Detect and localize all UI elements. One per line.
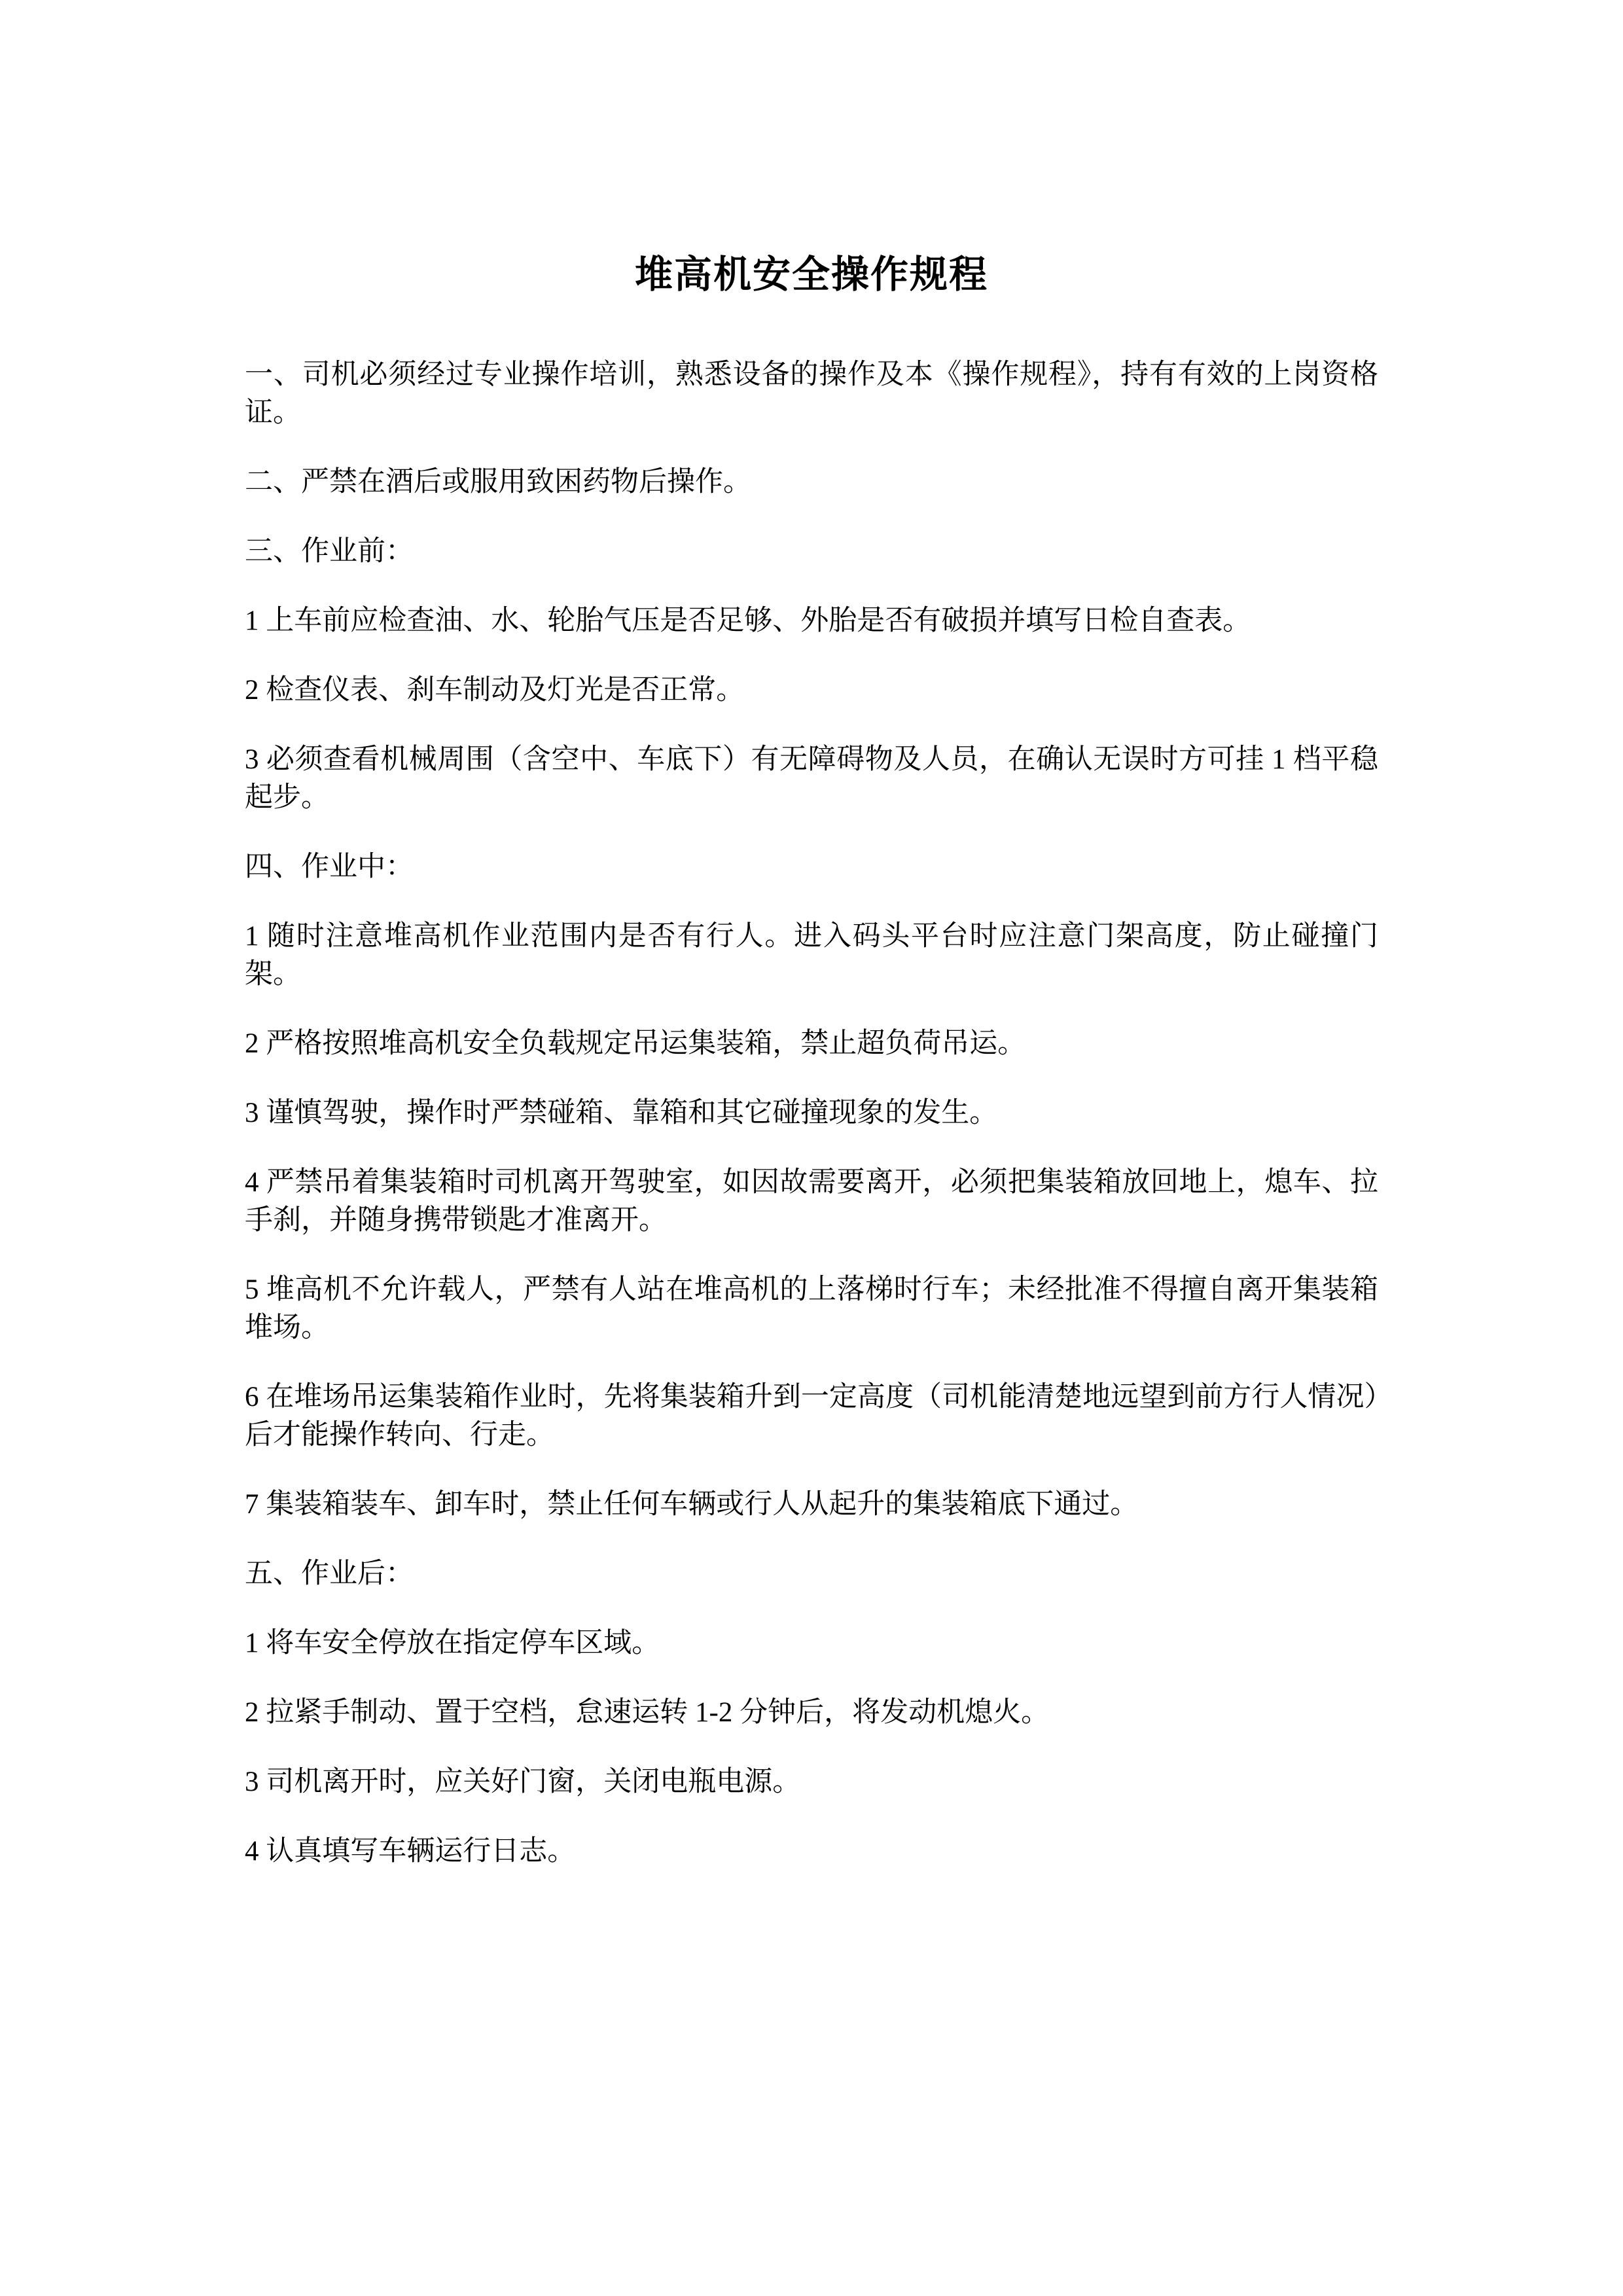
paragraph-after-work-1: 1 将车安全停放在指定停车区域。 bbox=[245, 1628, 660, 1659]
paragraph-during-work-1: 1 随时注意堆高机作业范围内是否有行人。进入码头平台时应注意门架高度，防止碰撞门架。 bbox=[245, 921, 1378, 990]
paragraph-before-work-1: 1 上车前应检查油、水、轮胎气压是否足够、外胎是否有破损并填写日检自查表。 bbox=[245, 605, 1251, 636]
paragraph-during-work-6: 6 在堆场吊运集装箱作业时，先将集装箱升到一定高度（司机能清楚地远望到前方行人情况）后才能操作转向、行走。 bbox=[245, 1382, 1378, 1450]
section-heading-before-work: 三、作业前： bbox=[245, 536, 414, 567]
section-heading-after-work: 五、作业后： bbox=[245, 1558, 414, 1589]
page-title: 堆高机安全操作规程 bbox=[634, 253, 988, 296]
document-body bbox=[245, 356, 1378, 1871]
paragraph-after-work-4: 4 认真填写车辆运行日志。 bbox=[245, 1836, 576, 1867]
paragraph-before-work-2: 2 检查仪表、刹车制动及灯光是否正常。 bbox=[245, 675, 745, 706]
paragraph-rule-2: 二、严禁在酒后或服用致困药物后操作。 bbox=[245, 467, 751, 497]
paragraph-before-work-3: 3 必须查看机械周围（含空中、车底下）有无障碍物及人员，在确认无误时方可挂 1 档平稳起步。 bbox=[245, 744, 1378, 813]
paragraph-during-work-5: 5 堆高机不允许载人，严禁有人站在堆高机的上落梯时行车；未经批准不得擅自离开集装箱堆场。 bbox=[245, 1274, 1378, 1343]
paragraph-after-work-3: 3 司机离开时，应关好门窗，关闭电瓶电源。 bbox=[245, 1767, 801, 1797]
paragraph-after-work-2: 2 拉紧手制动、置于空档，怠速运转 1-2 分钟后，将发动机熄火。 bbox=[245, 1697, 1050, 1728]
paragraph-during-work-7: 7 集装箱装车、卸车时，禁止任何车辆或行人从起升的集装箱底下通过。 bbox=[245, 1489, 1139, 1520]
document-content bbox=[245, 253, 1378, 1902]
paragraph-during-work-3: 3 谨慎驾驶，操作时严禁碰箱、靠箱和其它碰撞现象的发生。 bbox=[245, 1098, 998, 1128]
paragraph-during-work-2: 2 严格按照堆高机安全负载规定吊运集装箱，禁止超负荷吊运。 bbox=[245, 1028, 1026, 1059]
paragraph-during-work-4: 4 严禁吊着集装箱时司机离开驾驶室，如因故需要离开，必须把集装箱放回地上，熄车、拉手刹，并随身携带锁匙才准离开。 bbox=[245, 1167, 1378, 1236]
section-heading-during-work: 四、作业中： bbox=[245, 852, 414, 882]
paragraph-rule-1: 一、司机必须经过专业操作培训，熟悉设备的操作及本《操作规程》，持有有效的上岗资格证。 bbox=[245, 359, 1378, 428]
